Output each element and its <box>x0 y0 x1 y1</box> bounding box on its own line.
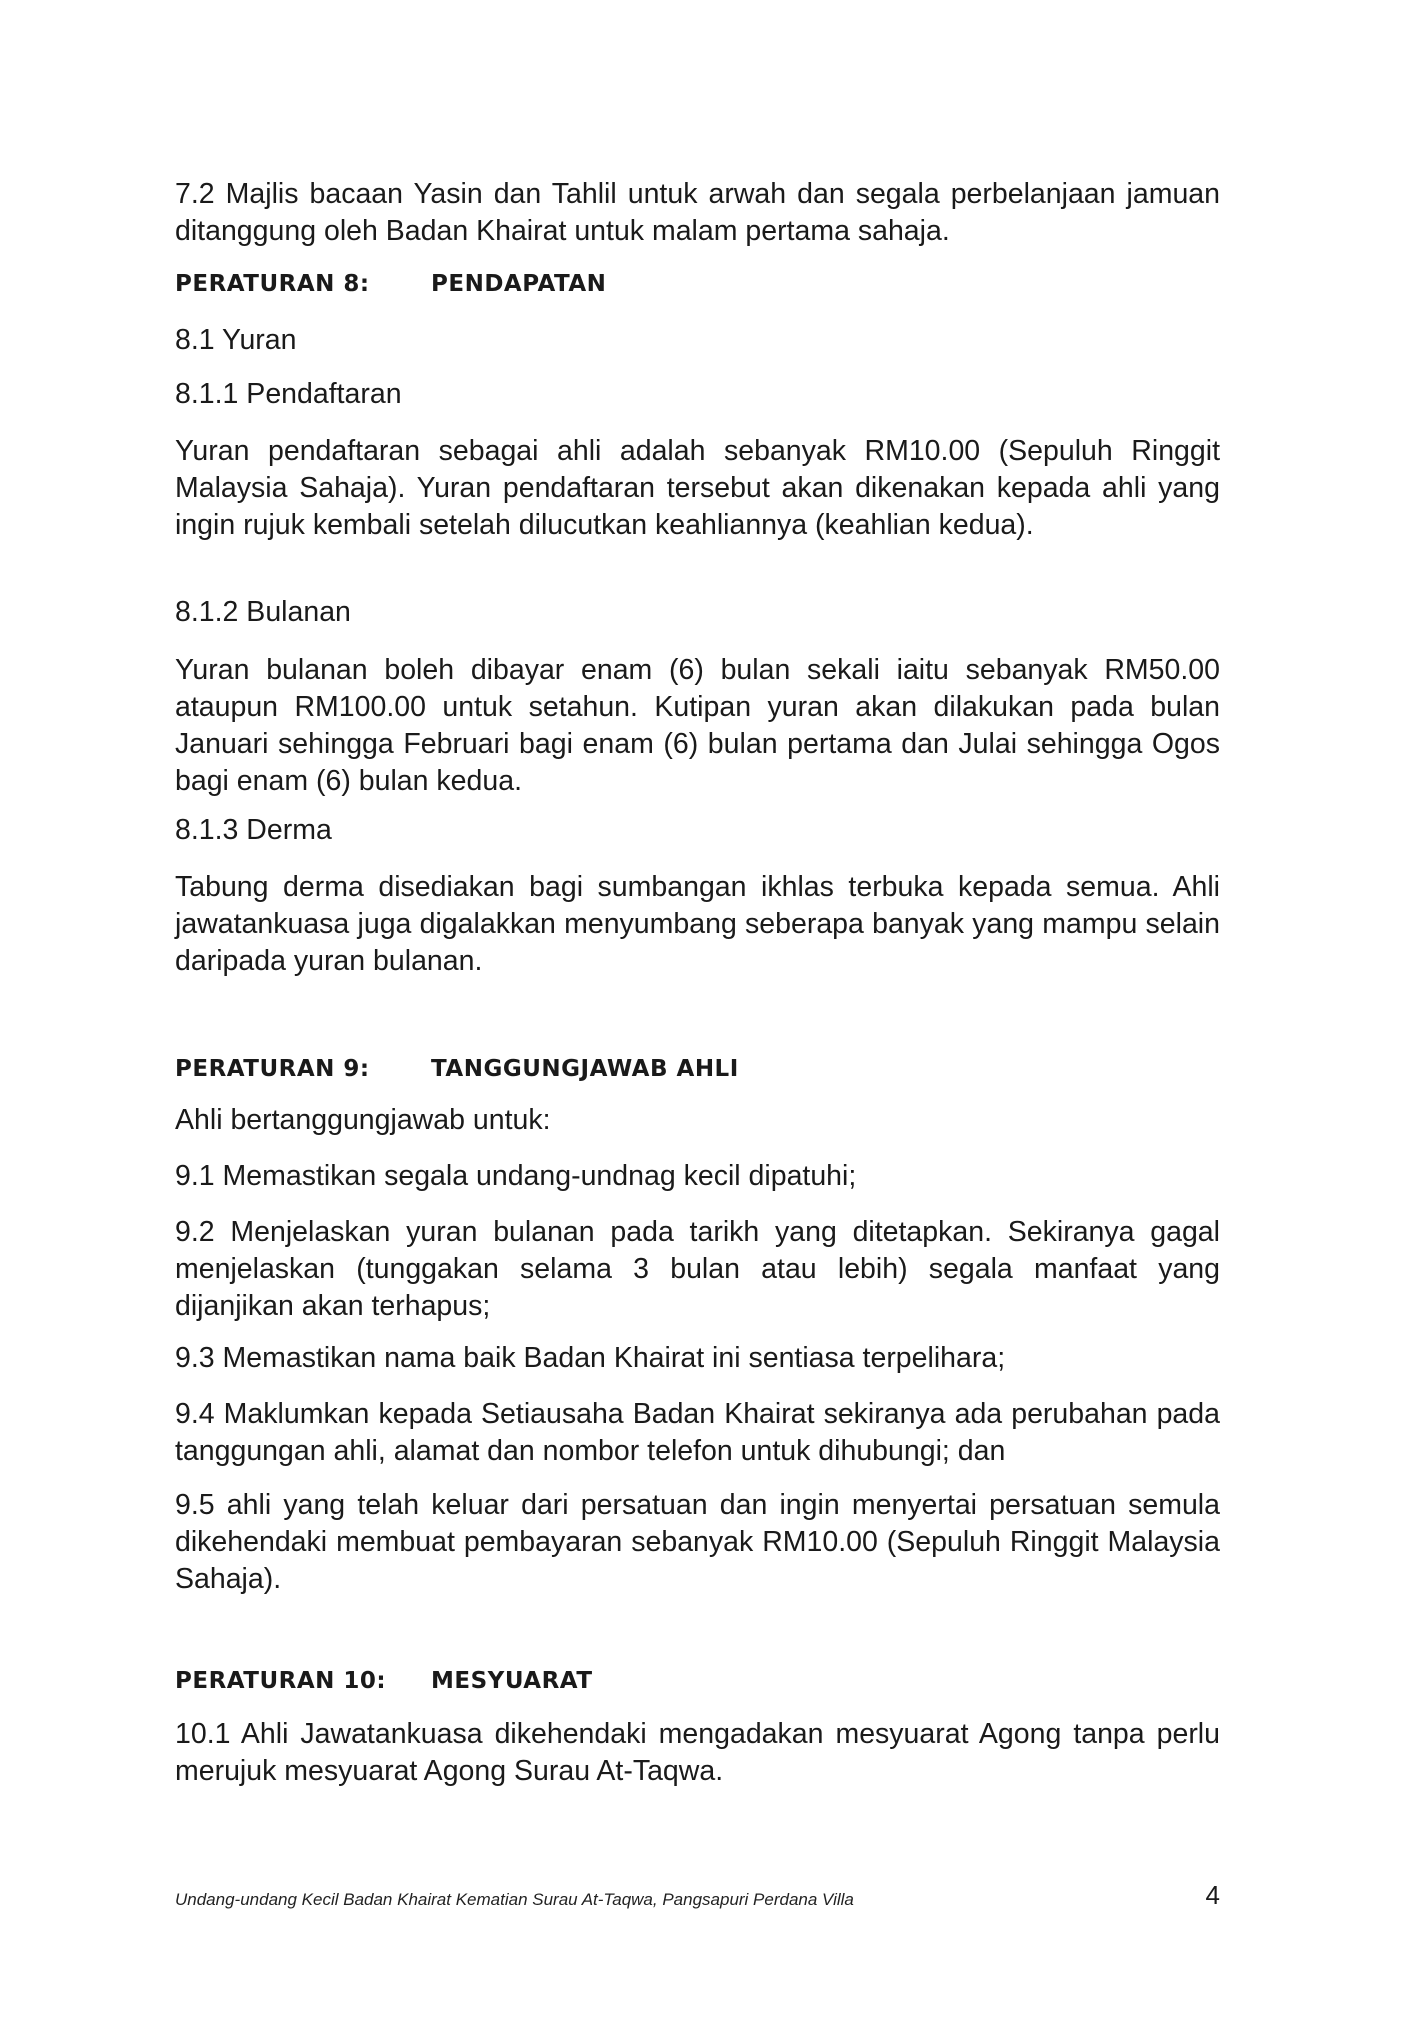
clause-8-1: 8.1 Yuran <box>175 324 297 356</box>
clause-8-1-3: 8.1.3 Derma <box>175 814 332 846</box>
clause-10-1: 10.1 Ahli Jawatankuasa dikehendaki mengadakan mesyuarat Agong tanpa perlu merujuk mesyuarat Agong Surau At-Taqwa. <box>175 1718 1220 1787</box>
clause-8-1-2: 8.1.2 Bulanan <box>175 596 351 628</box>
clause-9-2: 9.2 Menjelaskan yuran bulanan pada tarikh yang ditetapkan. Sekiranya gagal menjelaskan (tunggakan selama 3 bulan atau lebih) segala manfaat yang dijanjikan akan terhapus; <box>175 1216 1220 1322</box>
clause-9-1: 9.1 Memastikan segala undang-undnag kecil dipatuhi; <box>175 1160 857 1192</box>
heading-title: MESYUARAT <box>431 1668 593 1694</box>
clause-8-1-3-text: Tabung derma disediakan bagi sumbangan ikhlas terbuka kepada semua. Ahli jawatankuasa juga digalakkan menyumbang seberapa banyak yang mampu selain daripada yuran bulanan. <box>175 871 1220 977</box>
heading-number: PERATURAN 9: <box>175 1056 370 1082</box>
page-footer: Undang-undang Kecil Badan Khairat Kematian Surau At-Taqwa, Pangsapuri Perdana Villa <box>175 1890 854 1909</box>
heading-title: TANGGUNGJAWAB AHLI <box>431 1056 739 1082</box>
clause-8-1-1: 8.1.1 Pendaftaran <box>175 378 402 410</box>
clause-9-intro: Ahli bertanggungjawab untuk: <box>175 1104 551 1136</box>
heading-title: PENDAPATAN <box>431 271 607 297</box>
clause-7-2: 7.2 Majlis bacaan Yasin dan Tahlil untuk arwah dan segala perbelanjaan jamuan ditanggung oleh Badan Khairat untuk malam pertama sahaja. <box>175 178 1220 247</box>
document-page <box>175 0 1220 2028</box>
clause-8-1-2-text: Yuran bulanan boleh dibayar enam (6) bulan sekali iaitu sebanyak RM50.00 ataupun RM100.00 untuk setahun. Kutipan yuran akan dilakukan pada bulan Januari sehingga Februari bagi enam (6) bulan pertama dan Julai sehingga Ogos bagi enam (6) bulan kedua. <box>175 654 1220 797</box>
page-number: 4 <box>1205 1880 1220 1910</box>
heading-number: PERATURAN 8: <box>175 271 370 297</box>
clause-9-3: 9.3 Memastikan nama baik Badan Khairat ini sentiasa terpelihara; <box>175 1342 1006 1374</box>
heading-peraturan-8 <box>175 269 606 299</box>
heading-peraturan-9 <box>175 1054 739 1084</box>
clause-9-4: 9.4 Maklumkan kepada Setiausaha Badan Khairat sekiranya ada perubahan pada tanggungan ahli, alamat dan nombor telefon untuk dihubungi; dan <box>175 1398 1220 1467</box>
heading-peraturan-10 <box>175 1666 593 1696</box>
clause-9-5: 9.5 ahli yang telah keluar dari persatuan dan ingin menyertai persatuan semula dikehendaki membuat pembayaran sebanyak RM10.00 (Sepuluh Ringgit Malaysia Sahaja). <box>175 1489 1220 1595</box>
heading-number: PERATURAN 10: <box>175 1668 387 1694</box>
clause-8-1-1-text: Yuran pendaftaran sebagai ahli adalah sebanyak RM10.00 (Sepuluh Ringgit Malaysia Sahaja). Yuran pendaftaran tersebut akan dikenakan kepada ahli yang ingin rujuk kembali setelah dilucutkan keahliannya (keahlian kedua). <box>175 435 1220 541</box>
